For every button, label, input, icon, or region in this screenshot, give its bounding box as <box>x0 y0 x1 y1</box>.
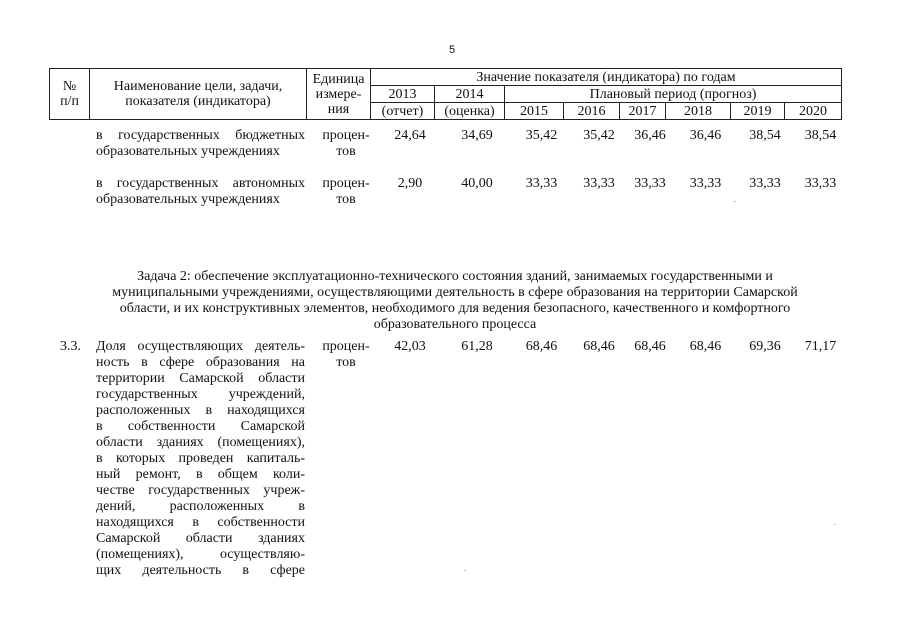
row-name-line: расположенных в находящихся <box>96 403 305 418</box>
header-col-number: № п/п <box>50 69 90 120</box>
row-name-line: Доля осуществляющих деятель- <box>96 339 305 354</box>
task-line: образовательного процесса <box>373 317 537 332</box>
row-name-line: честве государственных учреж- <box>96 483 305 498</box>
row-value: 35,42 <box>525 128 558 143</box>
row-value: 34,69 <box>461 128 493 143</box>
header-plan-period: Плановый период (прогноз) <box>505 86 842 103</box>
row-name-line: дений, расположенных в <box>96 499 305 514</box>
row-value: 33,33 <box>583 176 615 191</box>
header-col-unit: Единица измере- ния <box>307 69 371 120</box>
header-values-title: Значение показателя (индикатора) по годам <box>371 69 842 86</box>
row-name <box>96 128 305 160</box>
row-name <box>96 176 305 208</box>
row-value: 71,17 <box>804 339 837 354</box>
row-value: 61,28 <box>461 339 493 354</box>
header-plan-year: 2019 <box>731 103 785 120</box>
task-heading <box>60 269 850 333</box>
row-unit <box>314 339 378 371</box>
task-line: муниципальными учреждениями, осуществляющими деятельность в сфере образования на территории Самарской <box>112 285 798 300</box>
row-unit-line: тов <box>336 192 356 207</box>
row-unit-line: тов <box>336 355 356 370</box>
row-name-line: (помещениях), осуществляю- <box>96 547 305 562</box>
header-year-2013: 2013 <box>371 86 435 103</box>
scan-speck <box>834 524 836 525</box>
header-col-name: Наименование цели, задачи, показателя (индикатора) <box>90 69 307 120</box>
row-value: 68,46 <box>634 339 666 354</box>
row-value: 24,64 <box>394 128 426 143</box>
row-name-line: ный ремонт, в общем коли- <box>96 467 305 482</box>
row-name-line: ность в сфере образования на <box>96 355 305 370</box>
row-value: 36,46 <box>689 128 722 143</box>
row-name-line: в государственных бюджетных <box>96 128 305 143</box>
row-name-line: в собственности Самарской <box>96 419 305 434</box>
row-value: 33,33 <box>749 176 781 191</box>
row-value: 68,46 <box>583 339 615 354</box>
task-line: Задача 2: обеспечение эксплуатационно-технического состояния зданий, занимаемых государственными и <box>137 269 773 284</box>
row-name-line: образовательных учреждениях <box>96 144 280 159</box>
row-unit-line: процен- <box>322 128 370 143</box>
row-value: 35,42 <box>583 128 615 143</box>
row-unit-line: процен- <box>322 339 370 354</box>
row-unit <box>314 176 378 208</box>
row-value: 33,33 <box>525 176 558 191</box>
header-plan-year: 2015 <box>505 103 564 120</box>
row-name-line: территории Самарской области <box>96 371 305 386</box>
row-value: 68,46 <box>689 339 722 354</box>
row-name-line: государственных учреждений, <box>96 387 305 402</box>
row-name-line: находящихся в собственности <box>96 515 305 530</box>
row-name-line: щих деятельность в сфере <box>96 563 305 578</box>
row-name-line: в государственных автономных <box>96 176 305 191</box>
row-number: 3.3. <box>60 339 81 354</box>
task-line: области, и их конструктивных элементов, необходимого для ведения безопасного, качественного и комфортного <box>119 301 791 316</box>
header-year-2014: 2014 <box>435 86 505 103</box>
row-unit <box>314 128 378 160</box>
row-value: 36,46 <box>634 128 666 143</box>
header-2014-note: (оценка) <box>435 103 505 120</box>
row-value: 33,33 <box>689 176 722 191</box>
row-value: 2,90 <box>397 176 423 191</box>
row-value: 38,54 <box>804 128 837 143</box>
scan-speck <box>464 570 466 571</box>
table-header <box>49 68 842 120</box>
row-value: 68,46 <box>525 339 558 354</box>
row-name <box>96 339 305 579</box>
header-2013-note: (отчет) <box>371 103 435 120</box>
header-plan-year: 2017 <box>620 103 666 120</box>
scan-speck <box>734 201 736 202</box>
row-value: 69,36 <box>749 339 781 354</box>
row-name-line: области зданиях (помещениях), <box>96 435 305 450</box>
row-unit-line: тов <box>336 144 356 159</box>
header-plan-year: 2020 <box>785 103 842 120</box>
row-name-line: образовательных учреждениях <box>96 192 280 207</box>
row-value: 33,33 <box>804 176 837 191</box>
row-value: 40,00 <box>461 176 493 191</box>
row-unit-line: процен- <box>322 176 370 191</box>
row-value: 33,33 <box>634 176 666 191</box>
row-name-line: Самарской области зданиях <box>96 531 305 546</box>
header-plan-year: 2016 <box>564 103 620 120</box>
header-plan-year: 2018 <box>666 103 731 120</box>
row-value: 38,54 <box>749 128 781 143</box>
row-name-line: в которых проведен капиталь- <box>96 451 305 466</box>
page-number: 5 <box>449 44 456 56</box>
row-value: 42,03 <box>394 339 426 354</box>
